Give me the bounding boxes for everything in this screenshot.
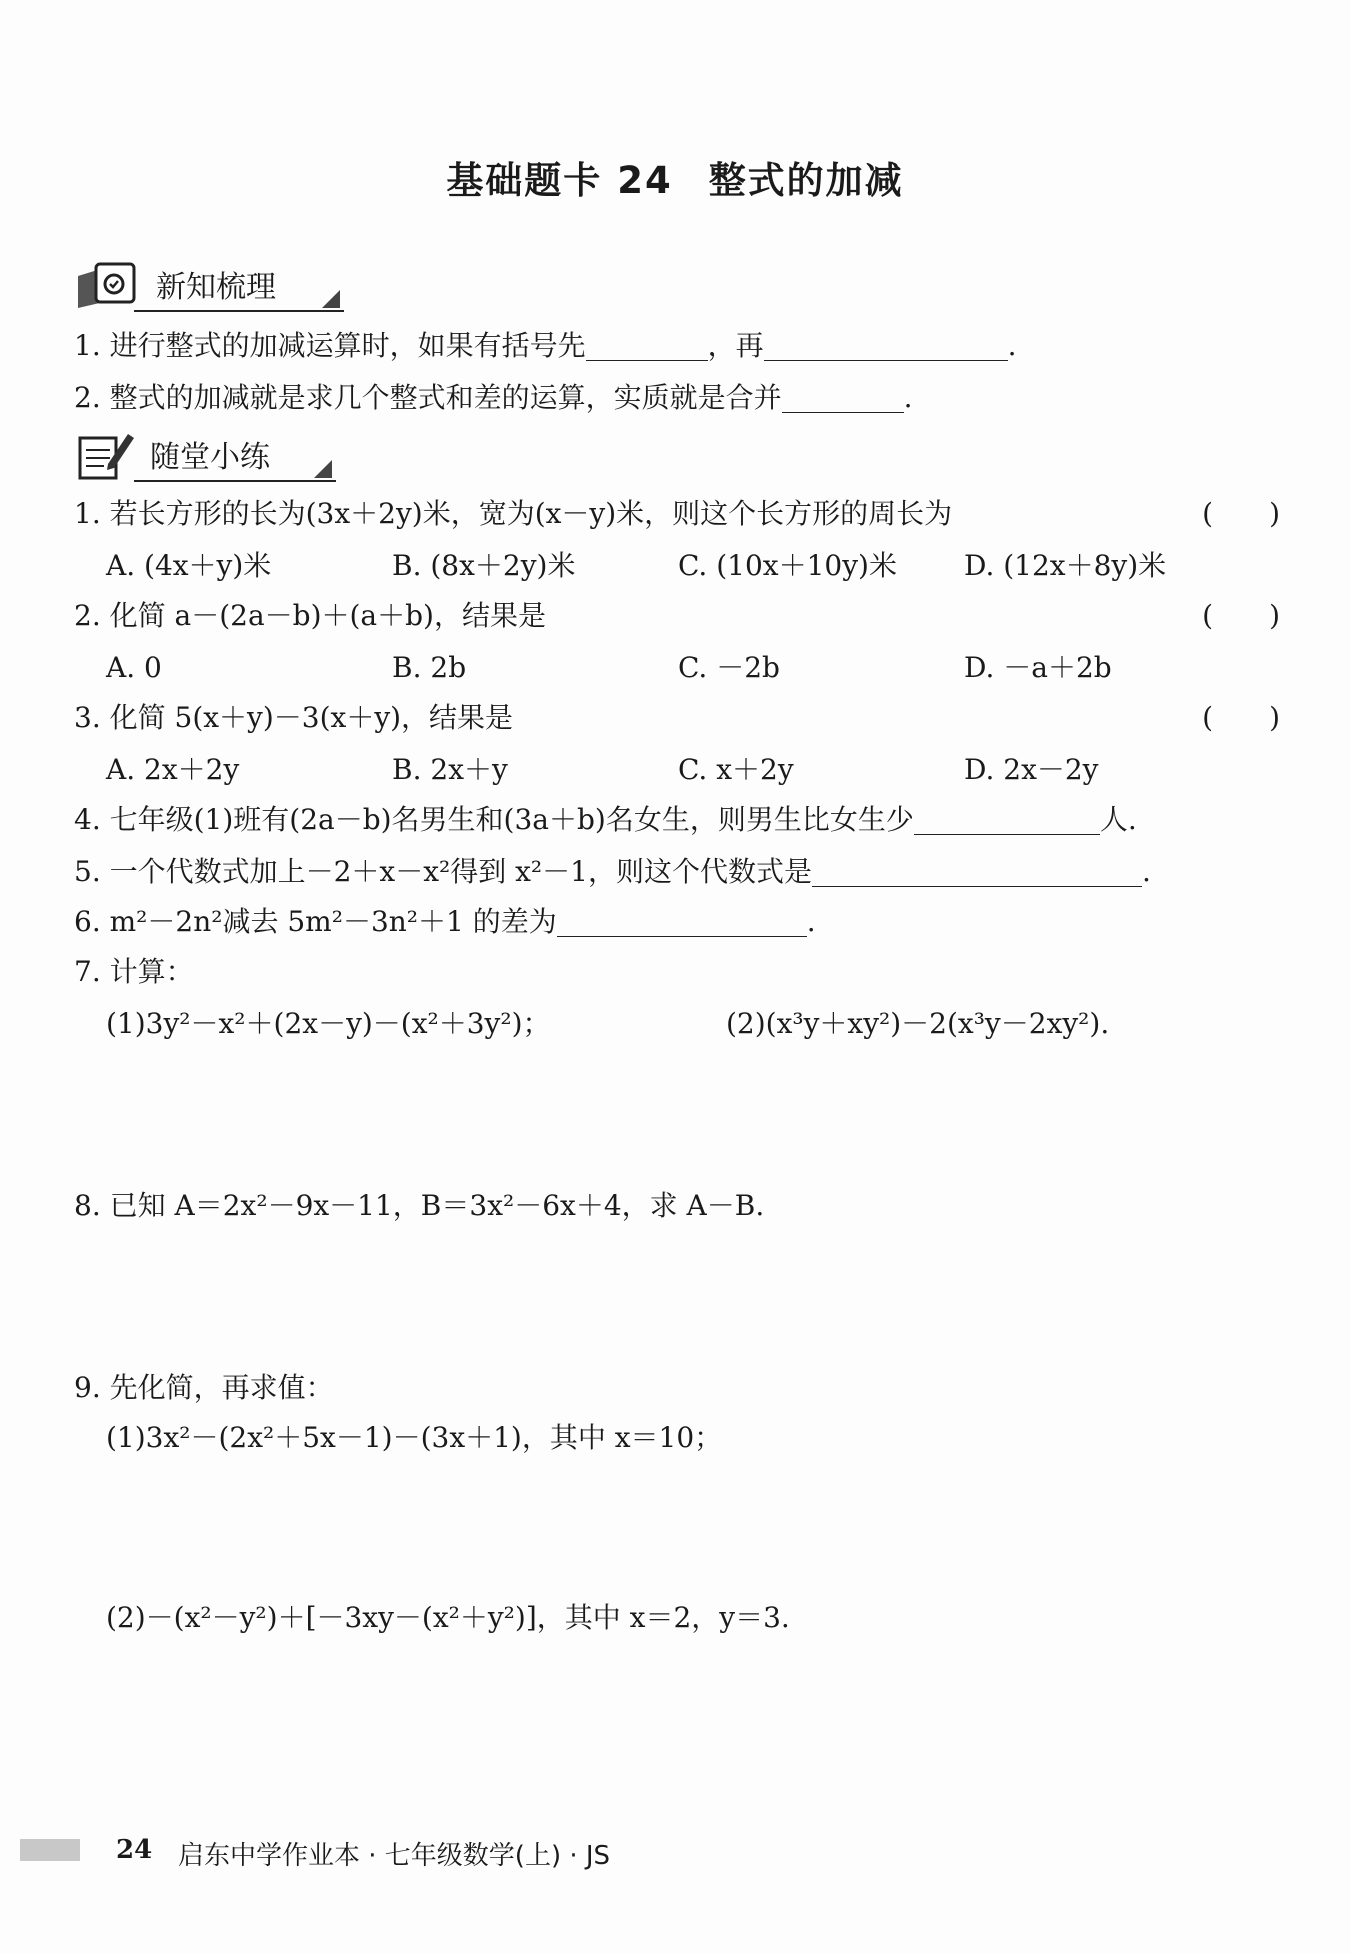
section-label: 新知梳理 — [156, 270, 276, 305]
question-3-option-b[interactable]: B. 2x＋y — [392, 753, 508, 786]
book-icon — [74, 258, 140, 312]
question-9-part-1: (1)3x²－(2x²＋5x－1)－(3x＋1)，其中 x＝10； — [106, 1421, 723, 1454]
question-3-option-c[interactable]: C. x＋2y — [678, 753, 794, 786]
answer-blank[interactable] — [782, 384, 904, 413]
knowledge-text: . — [903, 381, 913, 414]
question-2-stem: 2. 化简 a－(2a－b)＋(a＋b)，结果是 — [74, 599, 546, 632]
question-text: 4. 七年级(1)班有(2a－b)名男生和(3a＋b)名女生，则男生比女生少 — [74, 803, 914, 836]
corner-triangle — [314, 460, 332, 478]
question-3-answer-bracket[interactable]: ( ) — [1202, 701, 1280, 734]
section-header-new-knowledge — [74, 258, 344, 312]
question-7-part-1: (1)3y²－x²＋(2x－y)－(x²＋3y²)； — [106, 1007, 551, 1040]
footer-grey-bar — [20, 1839, 80, 1861]
title-card-number: 基础题卡 24 — [446, 159, 673, 202]
question-5 — [74, 852, 1151, 892]
corner-triangle — [322, 290, 340, 308]
question-2-answer-bracket[interactable]: ( ) — [1202, 599, 1280, 632]
section-underline — [134, 310, 344, 312]
knowledge-text: ，再 — [707, 329, 764, 362]
answer-blank[interactable] — [914, 806, 1100, 835]
question-3-stem: 3. 化简 5(x＋y)－3(x＋y)，结果是 — [74, 701, 514, 734]
question-1-option-d[interactable]: D. (12x＋8y)米 — [964, 549, 1167, 582]
question-text: . — [1141, 855, 1151, 888]
question-text: 5. 一个代数式加上－2＋x－x²得到 x²－1，则这个代数式是 — [74, 855, 812, 888]
knowledge-item-1 — [74, 326, 1017, 366]
knowledge-text: . — [1007, 329, 1017, 362]
question-1-option-b[interactable]: B. (8x＋2y)米 — [392, 549, 576, 582]
question-text: 6. m²－2n²减去 5m²－3n²＋1 的差为 — [74, 905, 557, 938]
section-label: 随堂小练 — [150, 440, 270, 475]
answer-blank[interactable] — [812, 858, 1142, 887]
answer-blank[interactable] — [764, 332, 1008, 361]
title-topic: 整式的加减 — [708, 159, 904, 202]
question-3-option-d[interactable]: D. 2x－2y — [964, 753, 1099, 786]
question-4 — [74, 800, 1137, 840]
notebook-pencil-icon — [74, 428, 140, 482]
question-2-option-b[interactable]: B. 2b — [392, 651, 467, 684]
question-7-part-2: (2)(x³y＋xy²)－2(x³y－2xy²). — [726, 1007, 1110, 1040]
question-7-stem: 7. 计算： — [74, 955, 194, 988]
page-title — [0, 150, 1350, 204]
section-underline — [134, 480, 336, 482]
page-footer — [20, 1835, 720, 1875]
question-1-option-a[interactable]: A. (4x＋y)米 — [106, 549, 272, 582]
question-2-option-c[interactable]: C. －2b — [678, 651, 780, 684]
question-1-answer-bracket[interactable]: ( ) — [1202, 497, 1280, 530]
question-1-stem: 1. 若长方形的长为(3x＋2y)米，宽为(x－y)米，则这个长方形的周长为 — [74, 497, 953, 530]
knowledge-text: 1. 进行整式的加减运算时，如果有括号先 — [74, 329, 586, 362]
section-header-practice — [74, 428, 344, 482]
book-series: 启东中学作业本 · 七年级数学(上) · JS — [178, 1841, 611, 1871]
knowledge-text: 2. 整式的加减就是求几个整式和差的运算，实质就是合并 — [74, 381, 782, 414]
question-1-option-c[interactable]: C. (10x＋10y)米 — [678, 549, 897, 582]
question-6 — [74, 902, 816, 942]
question-text: 人. — [1099, 803, 1137, 836]
answer-blank[interactable] — [557, 908, 807, 937]
answer-blank[interactable] — [586, 332, 708, 361]
question-8-stem: 8. 已知 A＝2x²－9x－11，B＝3x²－6x＋4，求 A－B. — [74, 1189, 765, 1222]
question-2-option-a[interactable]: A. 0 — [106, 651, 162, 684]
question-3-option-a[interactable]: A. 2x＋2y — [106, 753, 240, 786]
question-2-option-d[interactable]: D. －a＋2b — [964, 651, 1112, 684]
question-9-stem: 9. 先化简，再求值： — [74, 1371, 334, 1404]
question-9-part-2: (2)－(x²－y²)＋[－3xy－(x²＋y²)]，其中 x＝2，y＝3. — [106, 1601, 790, 1634]
knowledge-item-2 — [74, 378, 913, 418]
question-text: . — [806, 905, 816, 938]
page-number: 24 — [116, 1835, 153, 1865]
